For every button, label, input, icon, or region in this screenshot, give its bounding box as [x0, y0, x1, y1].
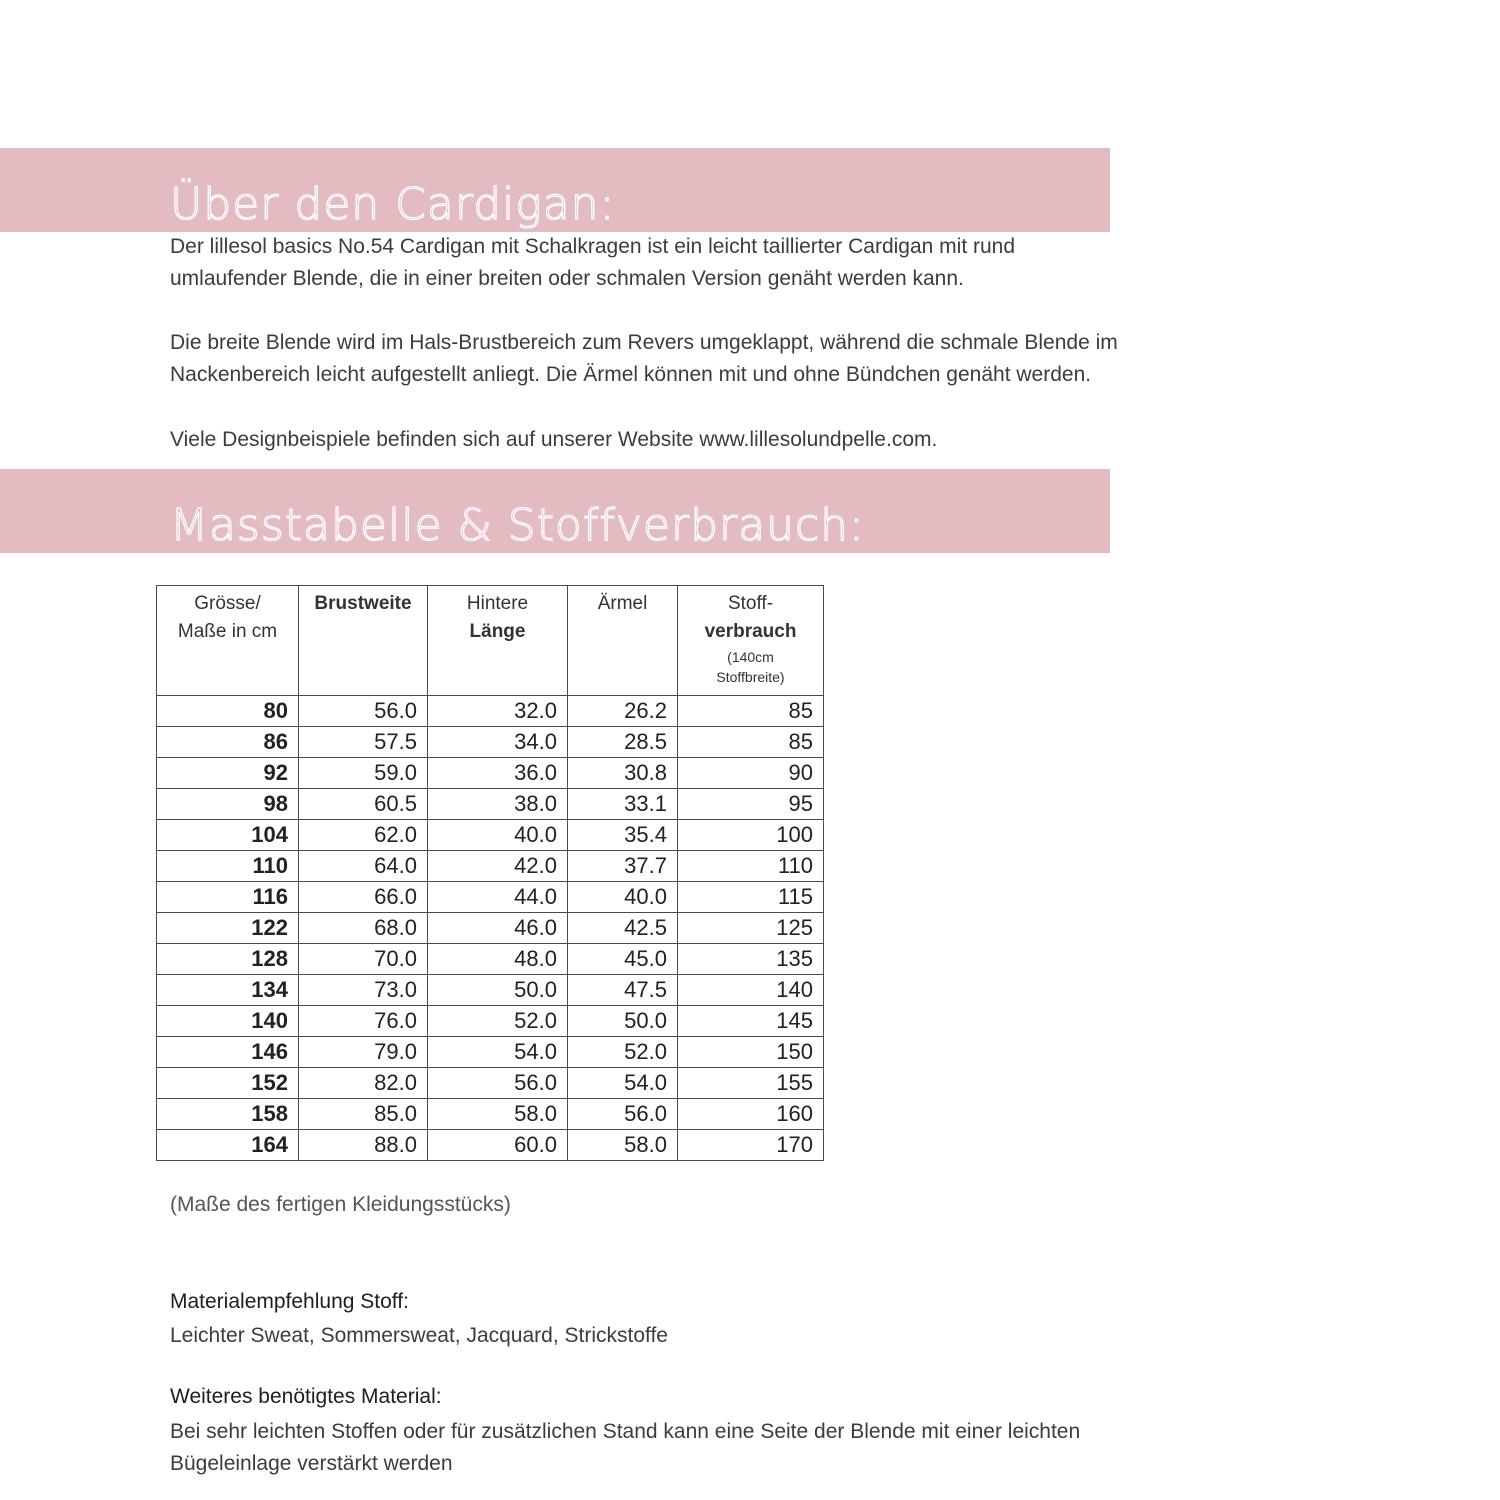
cell-back-length: 48.0 — [428, 944, 568, 975]
intro-line: Nackenbereich leicht aufgestellt anliegt. Die Ärmel können mit und ohne Bündchen genäht werden. — [170, 363, 1092, 386]
cell-chest: 85.0 — [299, 1099, 428, 1130]
table-row — [157, 1037, 824, 1068]
size-banner — [0, 469, 1110, 553]
cell-chest: 73.0 — [299, 975, 428, 1006]
cell-size: 116 — [157, 882, 299, 913]
table-body — [157, 696, 824, 1161]
cell-fabric: 135 — [678, 944, 824, 975]
cell-size: 146 — [157, 1037, 299, 1068]
cell-chest: 64.0 — [299, 851, 428, 882]
cell-fabric: 100 — [678, 820, 824, 851]
cell-sleeve: 40.0 — [568, 882, 678, 913]
cell-fabric: 115 — [678, 882, 824, 913]
table-row — [157, 944, 824, 975]
cell-sleeve: 37.7 — [568, 851, 678, 882]
cell-back-length: 42.0 — [428, 851, 568, 882]
cell-sleeve: 33.1 — [568, 789, 678, 820]
cell-back-length: 40.0 — [428, 820, 568, 851]
cell-chest: 59.0 — [299, 758, 428, 789]
cell-chest: 79.0 — [299, 1037, 428, 1068]
cell-fabric: 110 — [678, 851, 824, 882]
cell-back-length: 60.0 — [428, 1130, 568, 1161]
table-row — [157, 696, 824, 727]
cell-fabric: 145 — [678, 1006, 824, 1037]
cell-size: 110 — [157, 851, 299, 882]
cell-back-length: 38.0 — [428, 789, 568, 820]
cell-chest: 76.0 — [299, 1006, 428, 1037]
cell-sleeve: 35.4 — [568, 820, 678, 851]
cell-back-length: 32.0 — [428, 696, 568, 727]
cell-chest: 68.0 — [299, 913, 428, 944]
cell-fabric: 170 — [678, 1130, 824, 1161]
intro-paragraph-3 — [170, 424, 937, 456]
cell-fabric: 155 — [678, 1068, 824, 1099]
cell-sleeve: 45.0 — [568, 944, 678, 975]
table-row — [157, 1068, 824, 1099]
cell-back-length: 58.0 — [428, 1099, 568, 1130]
more-line: Bügeleinlage verstärkt werden — [170, 1452, 453, 1475]
more-line: Bei sehr leichten Stoffen oder für zusätzlichen Stand kann eine Seite der Blende mit einer leichten — [170, 1420, 1081, 1443]
cell-sleeve: 58.0 — [568, 1130, 678, 1161]
material-heading: Materialempfehlung Stoff: — [170, 1290, 409, 1313]
cell-size: 164 — [157, 1130, 299, 1161]
cell-size: 134 — [157, 975, 299, 1006]
cell-sleeve: 42.5 — [568, 913, 678, 944]
cell-fabric: 160 — [678, 1099, 824, 1130]
intro-line: Viele Designbeispiele befinden sich auf unserer Website www.lillesolundpelle.com. — [170, 428, 938, 451]
cell-size: 128 — [157, 944, 299, 975]
cell-back-length: 46.0 — [428, 913, 568, 944]
cell-size: 86 — [157, 727, 299, 758]
cell-back-length: 52.0 — [428, 1006, 568, 1037]
cell-chest: 82.0 — [299, 1068, 428, 1099]
cell-chest: 60.5 — [299, 789, 428, 820]
cell-size: 80 — [157, 696, 299, 727]
cell-fabric: 125 — [678, 913, 824, 944]
cell-sleeve: 52.0 — [568, 1037, 678, 1068]
cell-chest: 56.0 — [299, 696, 428, 727]
size-table — [156, 585, 824, 1161]
header-size: Grösse/ Maße in cm — [157, 586, 299, 696]
more-material-heading: Weiteres benötigtes Material: — [170, 1385, 442, 1408]
cell-sleeve: 47.5 — [568, 975, 678, 1006]
more-material-text — [170, 1416, 1080, 1480]
cell-size: 92 — [157, 758, 299, 789]
cell-fabric: 85 — [678, 696, 824, 727]
table-header-row — [157, 586, 824, 696]
cell-size: 158 — [157, 1099, 299, 1130]
cell-sleeve: 50.0 — [568, 1006, 678, 1037]
header-sleeve: Ärmel — [568, 586, 678, 696]
intro-line: umlaufender Blende, die in einer breiten oder schmalen Version genäht werden kann. — [170, 267, 964, 290]
cell-back-length: 36.0 — [428, 758, 568, 789]
cell-back-length: 56.0 — [428, 1068, 568, 1099]
size-title: Masstabelle & Stoffverbrauch: — [170, 500, 865, 551]
intro-paragraph-2 — [170, 327, 1118, 391]
table-row — [157, 851, 824, 882]
header-back-length: Hintere Länge — [428, 586, 568, 696]
cell-fabric: 150 — [678, 1037, 824, 1068]
cell-fabric: 90 — [678, 758, 824, 789]
cell-sleeve: 26.2 — [568, 696, 678, 727]
table-row — [157, 789, 824, 820]
cell-fabric: 95 — [678, 789, 824, 820]
cell-sleeve: 54.0 — [568, 1068, 678, 1099]
about-banner — [0, 148, 1110, 232]
table-row — [157, 820, 824, 851]
cell-chest: 57.5 — [299, 727, 428, 758]
header-fabric: Stoff- verbrauch (140cm Stoffbreite) — [678, 586, 824, 696]
table-row — [157, 913, 824, 944]
intro-line: Die breite Blende wird im Hals-Brustbereich zum Revers umgeklappt, während die schmale Blende im — [170, 331, 1118, 354]
intro-line: Der lillesol basics No.54 Cardigan mit Schalkragen ist ein leicht taillierter Cardigan mit rund — [170, 235, 1016, 258]
cell-back-length: 44.0 — [428, 882, 568, 913]
cell-back-length: 34.0 — [428, 727, 568, 758]
cell-fabric: 140 — [678, 975, 824, 1006]
cell-size: 152 — [157, 1068, 299, 1099]
cell-sleeve: 30.8 — [568, 758, 678, 789]
table-row — [157, 1130, 824, 1161]
table-row — [157, 882, 824, 913]
header-chest: Brustweite — [299, 586, 428, 696]
cell-size: 98 — [157, 789, 299, 820]
material-text: Leichter Sweat, Sommersweat, Jacquard, Strickstoffe — [170, 1324, 668, 1347]
cell-chest: 70.0 — [299, 944, 428, 975]
table-row — [157, 975, 824, 1006]
cell-size: 140 — [157, 1006, 299, 1037]
cell-back-length: 50.0 — [428, 975, 568, 1006]
table-note: (Maße des fertigen Kleidungsstücks) — [170, 1193, 511, 1216]
table-row — [157, 758, 824, 789]
cell-sleeve: 56.0 — [568, 1099, 678, 1130]
cell-size: 122 — [157, 913, 299, 944]
cell-back-length: 54.0 — [428, 1037, 568, 1068]
cell-fabric: 85 — [678, 727, 824, 758]
about-title: Über den Cardigan: — [170, 179, 616, 230]
cell-chest: 66.0 — [299, 882, 428, 913]
cell-size: 104 — [157, 820, 299, 851]
table-row — [157, 727, 824, 758]
cell-sleeve: 28.5 — [568, 727, 678, 758]
table-row — [157, 1006, 824, 1037]
intro-paragraph-1 — [170, 231, 1015, 295]
cell-chest: 88.0 — [299, 1130, 428, 1161]
table-row — [157, 1099, 824, 1130]
cell-chest: 62.0 — [299, 820, 428, 851]
